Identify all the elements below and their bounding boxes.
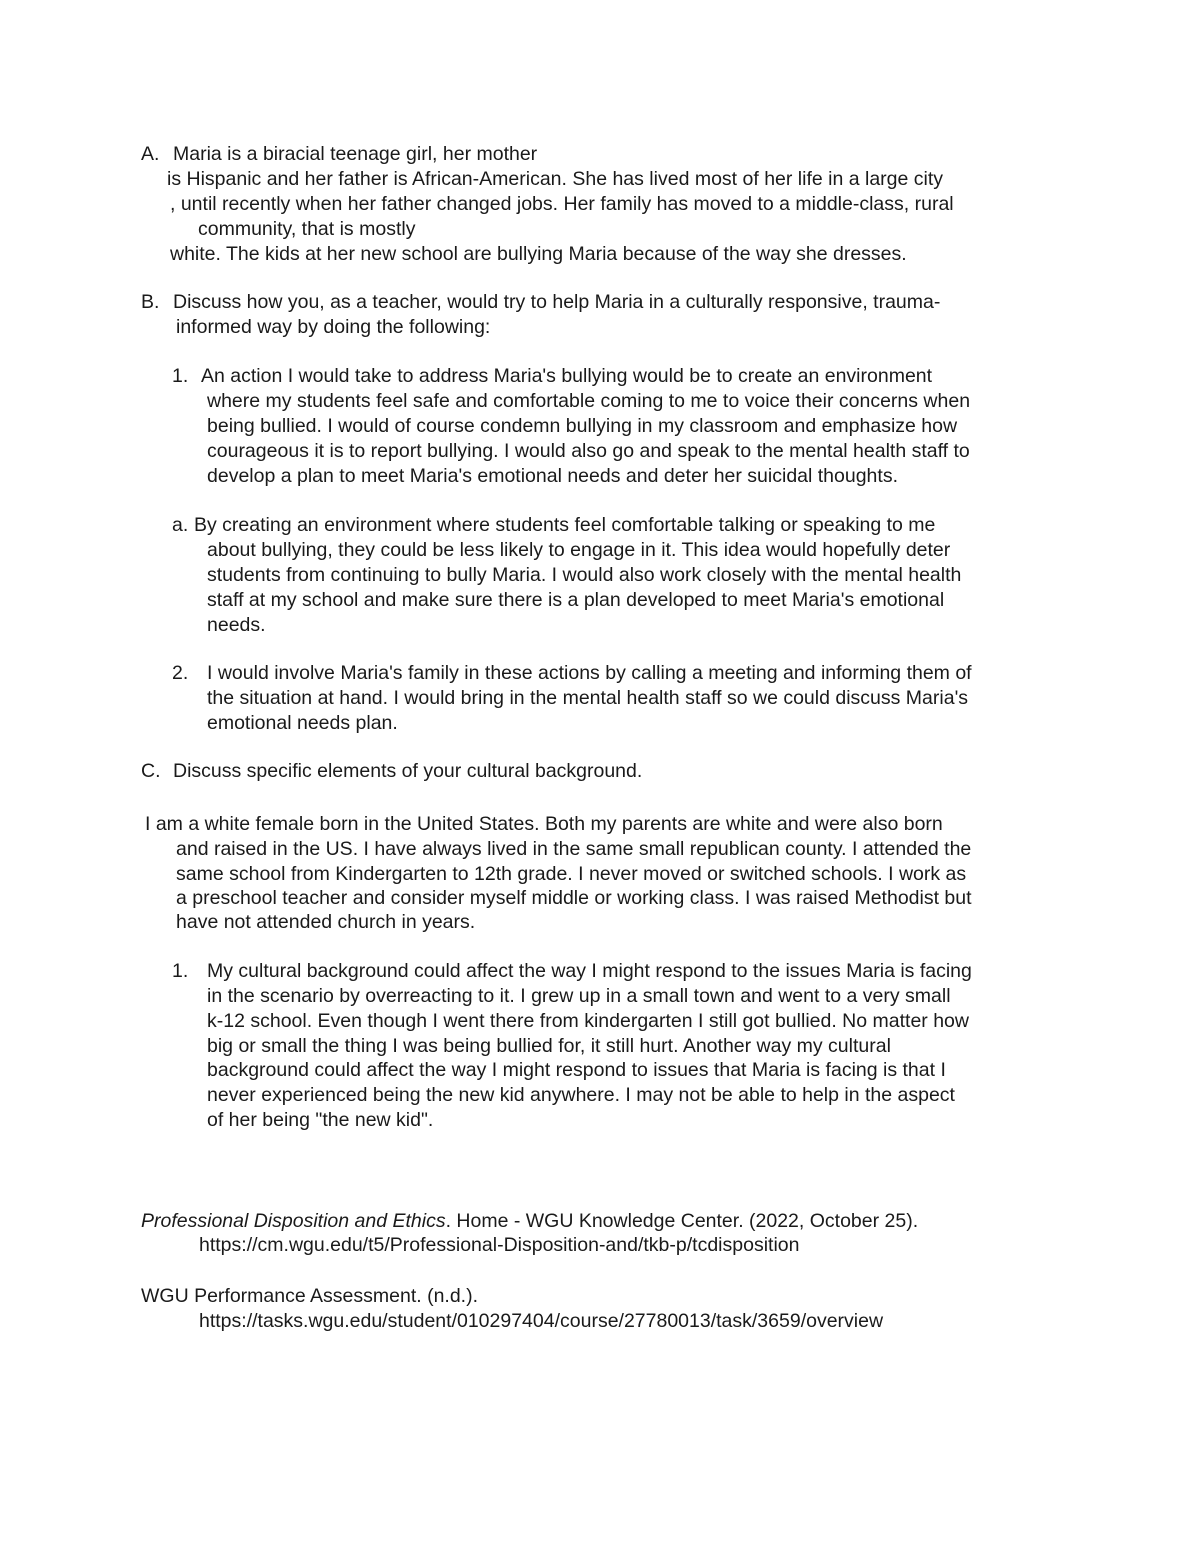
list-item-marker: 1.	[172, 365, 189, 387]
section-a-line: community, that is mostly	[198, 218, 416, 240]
list-item-marker: 2.	[172, 662, 189, 684]
section-b-marker: B.	[141, 291, 160, 313]
list-item-line: in the scenario by overreacting to it. I grew up in a small town and went to a very small	[207, 985, 951, 1007]
list-item-line: students from continuing to bully Maria. I would also work closely with the mental health	[207, 564, 962, 586]
paragraph-line: have not attended church in years.	[176, 911, 476, 933]
paragraph-line: I am a white female born in the United States. Both my parents are white and were also born	[145, 813, 943, 835]
section-b-line: Discuss how you, as a teacher, would try to help Maria in a culturally responsive, trauma-	[173, 291, 941, 313]
paragraph-line: same school from Kindergarten to 12th grade. I never moved or switched schools. I work as	[176, 863, 967, 885]
section-a-line: is Hispanic and her father is African-American. She has lived most of her life in a large city	[167, 168, 944, 190]
list-item-line: courageous it is to report bullying. I would also go and speak to the mental health staff to	[207, 440, 970, 462]
list-item-line: needs.	[207, 614, 266, 636]
section-c-marker: C.	[141, 760, 161, 782]
section-a-line: , until recently when her father changed jobs. Her family has moved to a middle-class, rural	[170, 193, 954, 215]
reference-entry	[141, 1209, 918, 1234]
list-item-line: staff at my school and make sure there is a plan developed to meet Maria's emotional	[207, 589, 945, 611]
list-item-line: By creating an environment where students feel comfortable talking or speaking to me	[194, 514, 936, 536]
paragraph-line: a preschool teacher and consider myself middle or working class. I was raised Methodist but	[176, 887, 972, 909]
list-item-line: big or small the thing I was being bullied for, it still hurt. Another way my cultural	[207, 1035, 891, 1057]
paragraph-line: and raised in the US. I have always lived in the same small republican county. I attended the	[176, 838, 972, 860]
list-item-line: about bullying, they could be less likely to engage in it. This idea would hopefully deter	[207, 539, 951, 561]
list-item-line: where my students feel safe and comfortable coming to me to voice their concerns when	[207, 390, 971, 412]
section-a-line: Maria is a biracial teenage girl, her mother	[173, 143, 538, 165]
list-item-line: of her being "the new kid".	[207, 1109, 434, 1131]
list-item-line: k-12 school. Even though I went there from kindergarten I still got bullied. No matter how	[207, 1010, 969, 1032]
list-item-line: never experienced being the new kid anywhere. I may not be able to help in the aspect	[207, 1084, 955, 1106]
list-item-line: the situation at hand. I would bring in the mental health staff so we could discuss Maria's	[207, 687, 969, 709]
reference-details: . Home - WGU Knowledge Center. (2022, October 25).	[445, 1210, 919, 1232]
section-c-heading: Discuss specific elements of your cultural background.	[173, 760, 643, 782]
list-item-line: An action I would take to address Maria's bullying would be to create an environment	[201, 365, 933, 387]
section-a-marker: A.	[141, 143, 160, 165]
reference-url: https://tasks.wgu.edu/student/010297404/course/27780013/task/3659/overview	[199, 1310, 884, 1332]
list-item-line: I would involve Maria's family in these actions by calling a meeting and informing them of	[207, 662, 972, 684]
section-a-line: white. The kids at her new school are bullying Maria because of the way she dresses.	[170, 243, 907, 265]
list-item-marker: a.	[172, 514, 189, 536]
list-item-line: develop a plan to meet Maria's emotional needs and deter her suicidal thoughts.	[207, 465, 898, 487]
reference-title: Professional Disposition and Ethics	[141, 1210, 446, 1232]
reference-url: https://cm.wgu.edu/t5/Professional-Disposition-and/tkb-p/tcdisposition	[199, 1234, 800, 1256]
list-item-line: being bullied. I would of course condemn bullying in my classroom and emphasize how	[207, 415, 958, 437]
list-item-marker: 1.	[172, 960, 189, 982]
reference-title: WGU Performance Assessment. (n.d.).	[141, 1285, 479, 1307]
list-item-line: My cultural background could affect the way I might respond to the issues Maria is facing	[207, 960, 972, 982]
list-item-line: emotional needs plan.	[207, 712, 398, 734]
list-item-line: background could affect the way I might respond to issues that Maria is facing is that I	[207, 1059, 946, 1081]
section-b-line: informed way by doing the following:	[176, 316, 491, 338]
